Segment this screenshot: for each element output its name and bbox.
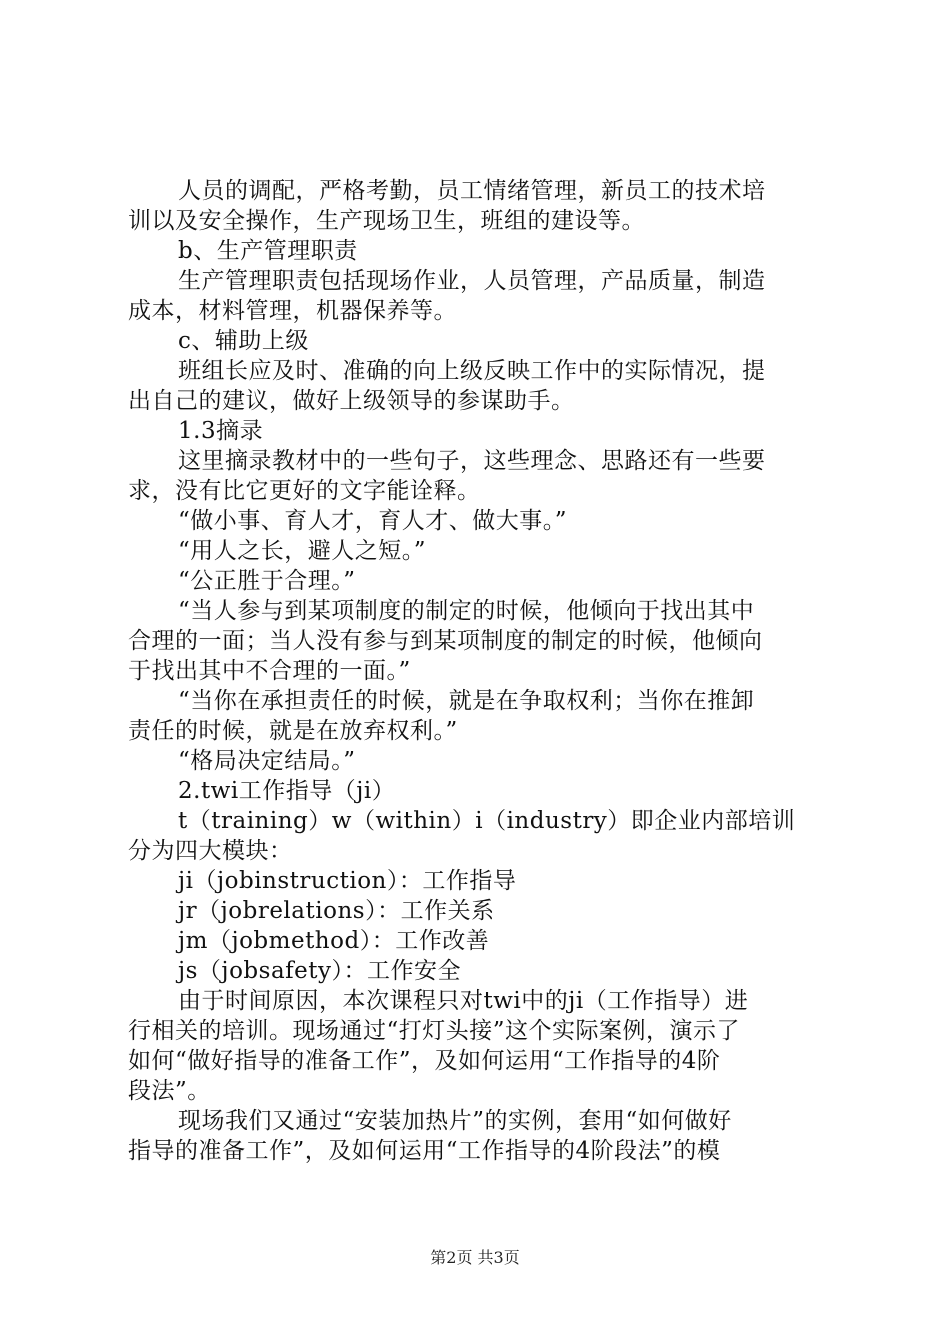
text-line: “公正胜于合理。” <box>178 568 356 594</box>
paragraph <box>128 566 834 596</box>
text-line: 责任的时候，就是在放弃权利。” <box>128 718 458 744</box>
paragraph <box>128 1106 834 1166</box>
text-line: 指导的准备工作”，及如何运用“工作指导的4阶段法”的模 <box>128 1138 721 1164</box>
text-line: “当人参与到某项制度的制定的时候，他倾向于找出其中 <box>178 598 755 624</box>
text-line: 出自己的建议，做好上级领导的参谋助手。 <box>128 388 575 414</box>
page-footer: 第2页 共3页 <box>430 1248 520 1267</box>
text-line: jr（jobrelations）：工作关系 <box>178 898 495 924</box>
text-line: c、辅助上级 <box>178 328 309 354</box>
text-line: jm（jobmethod）：工作改善 <box>178 928 490 954</box>
text-line: 人员的调配，严格考勤，员工情绪管理，新员工的技术培 <box>178 178 766 204</box>
text-line: 2.twi工作指导（ji） <box>178 778 396 804</box>
text-line: 合理的一面；当人没有参与到某项制度的制定的时候，他倾向 <box>128 628 763 654</box>
text-line: 段法”。 <box>128 1078 211 1104</box>
text-line: 求，没有比它更好的文字能诠释。 <box>128 478 481 504</box>
paragraph <box>128 536 834 566</box>
text-line: 1.3摘录 <box>178 418 264 444</box>
paragraph <box>128 896 834 926</box>
text-line: js（jobsafety）：工作安全 <box>178 958 462 984</box>
paragraph <box>128 596 834 686</box>
paragraph <box>128 926 834 956</box>
text-line: “格局决定结局。” <box>178 748 356 774</box>
text-line: ji（jobinstruction）：工作指导 <box>178 868 517 894</box>
paragraph <box>128 806 834 866</box>
text-line: b、生产管理职责 <box>178 238 358 264</box>
paragraph <box>128 506 834 536</box>
paragraph <box>128 236 834 266</box>
text-line: 如何“做好指导的准备工作”，及如何运用“工作指导的4阶 <box>128 1048 721 1074</box>
paragraph <box>128 266 834 326</box>
text-line: 行相关的培训。现场通过“打灯头接”这个实际案例，演示了 <box>128 1018 741 1044</box>
text-line: 这里摘录教材中的一些句子，这些理念、思路还有一些要 <box>178 448 766 474</box>
text-line: “当你在承担责任的时候，就是在争取权利；当你在推卸 <box>178 688 755 714</box>
text-line: 成本，材料管理，机器保养等。 <box>128 298 457 324</box>
paragraph <box>128 686 834 746</box>
paragraph <box>128 416 834 446</box>
text-line: 生产管理职责包括现场作业，人员管理，产品质量，制造 <box>178 268 766 294</box>
paragraph <box>128 956 834 986</box>
paragraph <box>128 176 834 236</box>
paragraph <box>128 326 834 356</box>
text-line: t（training）w（within）i（industry）即企业内部培训 <box>178 808 796 834</box>
text-line: 分为四大模块： <box>128 838 293 864</box>
text-line: 于找出其中不合理的一面。” <box>128 658 411 684</box>
text-line: 班组长应及时、准确的向上级反映工作中的实际情况，提 <box>178 358 766 384</box>
text-line: “用人之长，避人之短。” <box>178 538 427 564</box>
paragraph <box>128 746 834 776</box>
document-body <box>128 176 834 1166</box>
paragraph <box>128 446 834 506</box>
paragraph <box>128 776 834 806</box>
text-line: 由于时间原因，本次课程只对twi中的ji（工作指导）进 <box>178 988 749 1014</box>
paragraph <box>128 356 834 416</box>
text-line: 训以及安全操作，生产现场卫生，班组的建设等。 <box>128 208 645 234</box>
text-line: “做小事、育人才，育人才、做大事。” <box>178 508 568 534</box>
paragraph <box>128 866 834 896</box>
paragraph <box>128 986 834 1106</box>
text-line: 现场我们又通过“安装加热片”的实例，套用“如何做好 <box>178 1108 732 1134</box>
